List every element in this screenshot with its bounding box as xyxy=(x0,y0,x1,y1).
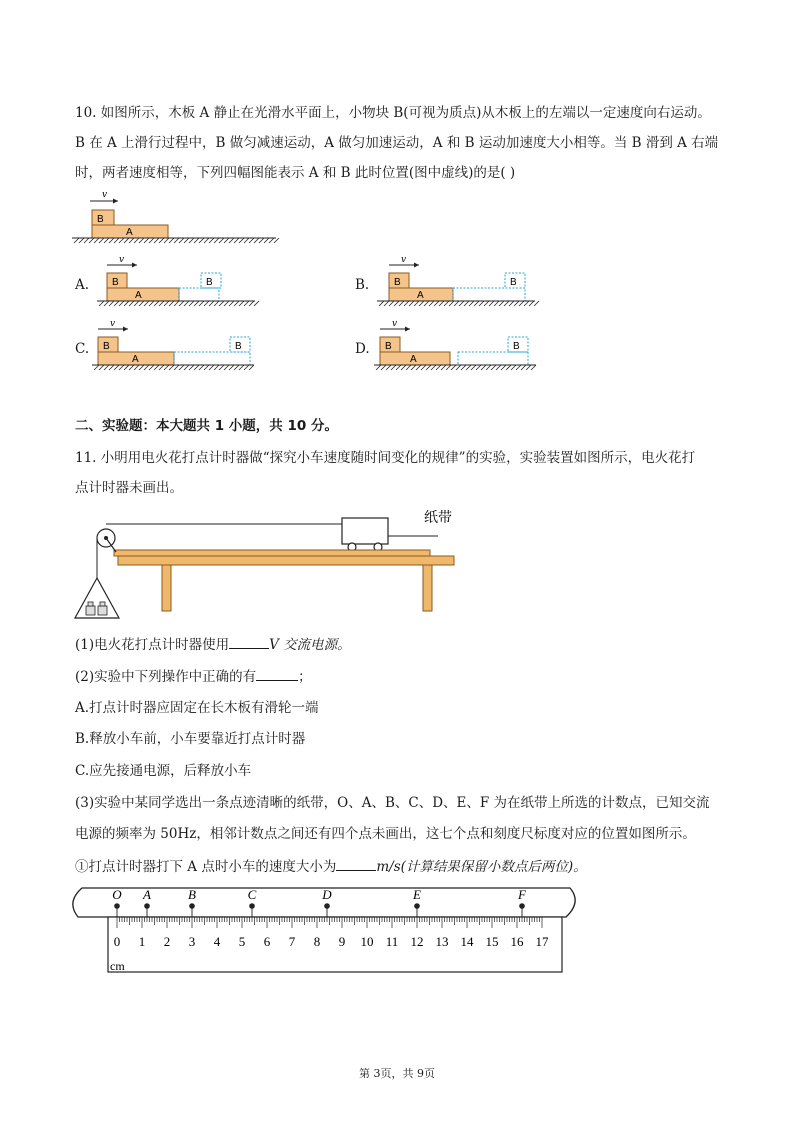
ruler-tick-label: 2 xyxy=(163,934,171,949)
section-heading: 二、实验题：本大题共 1 小题，共 10 分。 xyxy=(75,418,338,434)
ruler-tick-label: 16 xyxy=(510,934,524,949)
q11-part3-line-2: 电源的频率为 50Hz，相邻计数点之间还有四个点未画出，这七个点和刻度尺标度对应的位置如图所示。 xyxy=(75,826,696,842)
svg-text:v: v xyxy=(392,319,398,329)
option-b-figure xyxy=(375,255,575,308)
q11-line-2: 点计时器未画出。 xyxy=(75,480,183,496)
option-a-label: A. xyxy=(75,277,90,293)
ruler-tick-label: 7 xyxy=(288,934,296,949)
tape-point-label: E xyxy=(413,887,421,902)
tape-point-label: C xyxy=(247,887,257,902)
q11-part1 xyxy=(75,635,351,654)
cart xyxy=(342,518,388,544)
q11-part3-q1 xyxy=(75,857,587,876)
svg-text:v: v xyxy=(110,319,116,329)
ruler-tick-label: 5 xyxy=(238,934,246,949)
ruler-tick-label: 14 xyxy=(460,934,474,949)
ruler-tick-label: 9 xyxy=(338,934,346,949)
q11-part2 xyxy=(75,667,312,686)
ground-hatch xyxy=(74,238,279,243)
svg-text:B: B xyxy=(510,277,517,288)
q10-main-figure xyxy=(70,190,280,250)
ruler-tick-label: 10 xyxy=(360,934,374,949)
choice-a: A.打点计时器应固定在长木板有滑轮一端 xyxy=(75,700,319,716)
ruler-tick-label: 17 xyxy=(535,934,549,949)
ruler-tick-label: 1 xyxy=(138,934,146,949)
svg-text:B: B xyxy=(513,341,520,352)
svg-text:A: A xyxy=(410,354,417,365)
option-d-label: D. xyxy=(355,341,370,357)
part1-prefix: (1)电火花打点计时器使用 xyxy=(75,637,230,653)
part2-prefix: (2)实验中下列操作中正确的有 xyxy=(75,669,257,685)
part2-suffix: ； xyxy=(298,669,312,685)
tape-point-label: D xyxy=(322,887,332,902)
q11-part3-line-1: (3)实验中某同学选出一条点迹清晰的纸带，O、A、B、C、D、E、F 为在纸带上所选的计数点，已知交流 xyxy=(75,795,710,811)
block-b-label: B xyxy=(97,214,104,225)
tape-point-label: B xyxy=(188,887,196,902)
svg-text:A: A xyxy=(135,290,142,301)
option-c-figure xyxy=(90,319,290,372)
answer-blank-1[interactable] xyxy=(229,635,269,649)
option-d-figure xyxy=(372,319,572,372)
svg-text:B: B xyxy=(235,341,242,352)
choice-b: B.释放小车前，小车要靠近打点计时器 xyxy=(75,731,306,747)
long-board xyxy=(114,550,430,556)
part1-suffix: V 交流电源。 xyxy=(269,637,351,653)
ruler-unit: cm xyxy=(110,959,125,973)
answer-blank-2[interactable] xyxy=(256,667,298,681)
svg-text:B: B xyxy=(385,341,392,352)
q10-line-3: 时，两者速度相等，下列四幅图能表示 A 和 B 此时位置(图中虚线)的是( ) xyxy=(75,165,516,181)
tape-dot xyxy=(114,903,120,909)
ruler-tick-label: 11 xyxy=(385,934,399,949)
ruler-tick-label: 3 xyxy=(188,934,196,949)
svg-text:A: A xyxy=(132,354,139,365)
svg-text:B: B xyxy=(103,341,110,352)
answer-blank-3[interactable] xyxy=(336,857,376,871)
option-a-figure xyxy=(95,255,295,308)
paper-tape-label: 纸带 xyxy=(424,510,452,526)
q10-line-2: B 在 A 上滑行过程中，B 做匀减速运动，A 做匀加速运动，A 和 B 运动加速度大小相等。当 B 滑到 A 右端 xyxy=(75,135,719,151)
part3-q1-prefix: ①打点计时器打下 A 点时小车的速度大小为 xyxy=(75,859,337,875)
ruler-tick-label: 15 xyxy=(485,934,499,949)
tape-dot xyxy=(519,903,525,909)
tape-point-label: O xyxy=(112,887,122,902)
ruler-tick-label: 0 xyxy=(113,934,121,949)
svg-text:B: B xyxy=(112,277,119,288)
part3-q1-suffix: m/s(计算结果保留小数点后两位)。 xyxy=(376,859,587,875)
weight-hanger xyxy=(75,578,119,618)
tape-point-label: F xyxy=(518,887,526,902)
apparatus-figure xyxy=(70,500,470,625)
svg-text:B: B xyxy=(394,277,401,288)
tape-dot xyxy=(324,903,330,909)
tape-ruler-figure xyxy=(70,880,580,980)
tape-point-label: A xyxy=(143,887,151,902)
board-a-label: A xyxy=(126,227,133,238)
ruler-tick-label: 12 xyxy=(410,934,424,949)
svg-text:v: v xyxy=(401,255,407,265)
tape-dot xyxy=(189,903,195,909)
ruler-tick-label: 4 xyxy=(213,934,221,949)
tape-dot xyxy=(414,903,420,909)
option-b-label: B. xyxy=(355,277,370,293)
velocity-label: v xyxy=(102,190,108,200)
svg-text:B: B xyxy=(206,277,213,288)
svg-text:v: v xyxy=(119,255,125,265)
ruler-tick-label: 8 xyxy=(313,934,321,949)
page-footer: 第 3页，共 9页 xyxy=(359,1067,435,1080)
table-top xyxy=(118,556,454,565)
option-c-label: C. xyxy=(75,341,90,357)
q11-line-1: 11. 小明用电火花打点计时器做“探究小车速度随时间变化的规律”的实验，实验装置如图所示，电火花打 xyxy=(75,450,696,466)
choice-c: C.应先接通电源，后释放小车 xyxy=(75,763,252,779)
tape-dot xyxy=(144,903,150,909)
ruler-tick-label: 13 xyxy=(435,934,449,949)
svg-text:A: A xyxy=(417,290,424,301)
q10-line-1: 10. 如图所示，木板 A 静止在光滑水平面上，小物块 B(可视为质点)从木板上的左端以一定速度向右运动。 xyxy=(75,105,711,121)
tape-dot xyxy=(249,903,255,909)
ruler-tick-label: 6 xyxy=(263,934,271,949)
